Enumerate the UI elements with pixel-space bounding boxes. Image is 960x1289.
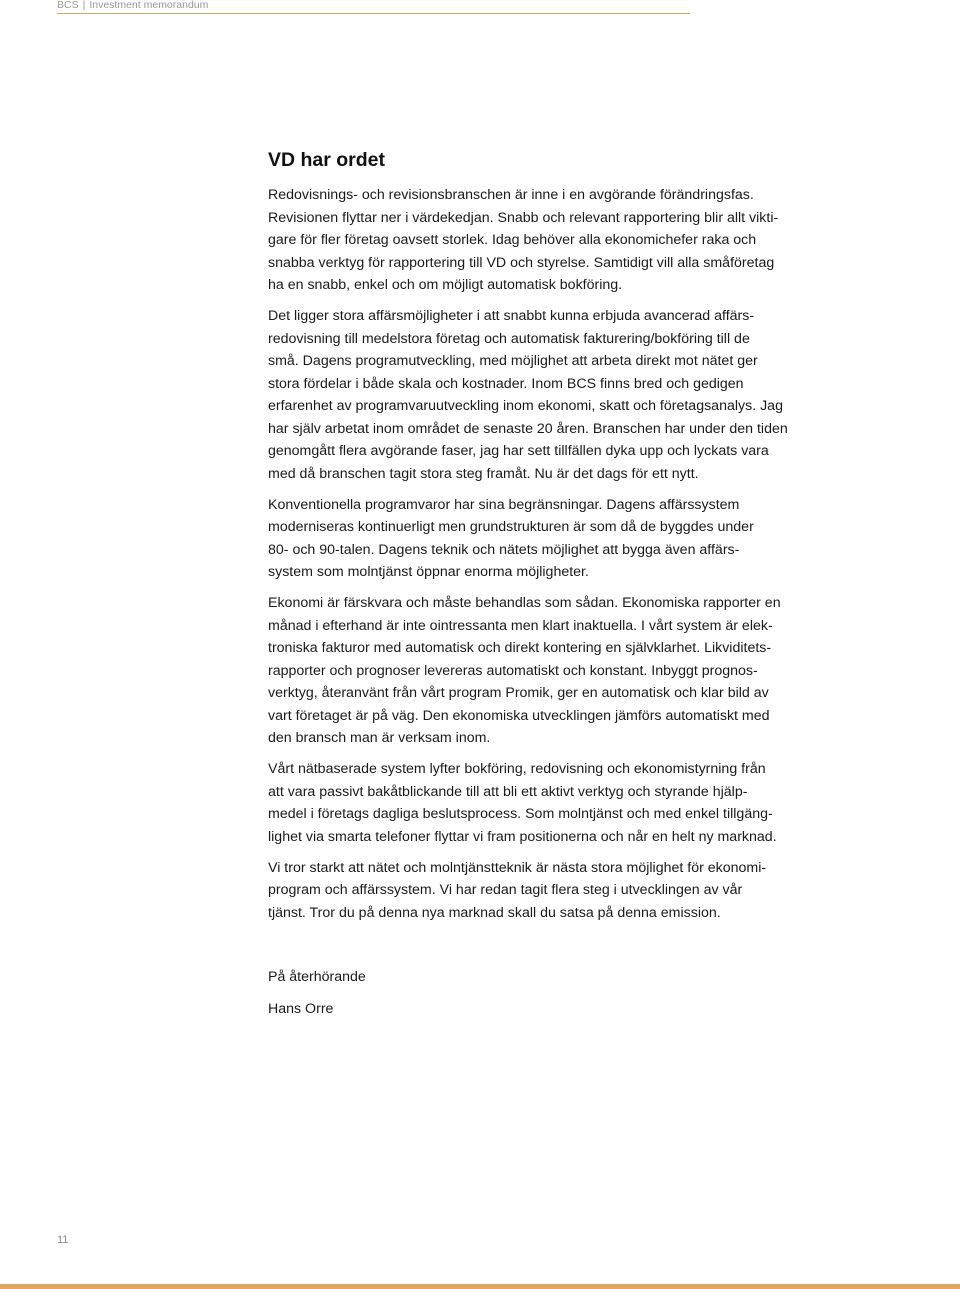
running-header <box>57 0 690 14</box>
closing-greeting: På återhörande <box>268 969 366 985</box>
footer-rule <box>0 1284 960 1289</box>
signature: Hans Orre <box>268 1000 334 1017</box>
header-document-title: Investment memorandum <box>89 0 209 11</box>
paragraph: Vi tror starkt att nätet och molntjänstteknik är nästa stora möjlighet för ekonomi- program och affärssystem. Vi har redan tagit flera steg i utvecklingen av vår tjänst. Tror du på denna nya marknad skall du satsa på denna emission. <box>268 859 767 921</box>
paragraph: Redovisnings- och revisionsbranschen är inne i en avgörande förändringsfas. Revisionen flyttar ner i värdekedjan. Snabb och relevant rapportering blir allt vikti- gare för fler företag oavsett storlek. Idag behöver alla ekonomichefer raka och snabba verktyg för rapportering till VD och styrelse. Samtidigt vill alla småföretag ha en snabb, enkel och om möjligt automatisk bokföring. <box>268 187 779 293</box>
paragraph: Det ligger stora affärsmöjligheter i att snabbt kunna erbjuda avancerad affärs- redovisning till medelstora företag och automatisk fakturering/bokföring till de små. Dagens programutveckling, med möjlighet att arbeta direkt mot nätet ger stora fördelar i både skala och kostnader. Inom BCS finns bred och gedigen erfarenhet av programvaruutveckling inom ekonomi, skatt och företagsanalys. Jag har själv arbetat inom området de senaste 20 åren. Branschen har under den tiden genomgått flera avgörande faser, jag har sett tillfällen dyka upp och lyckats vara med då branschen tagit stora steg framåt. Nu är det dags för ett nytt. <box>268 308 788 482</box>
header-separator: | <box>82 0 86 11</box>
paragraph: Vårt nätbaserade system lyfter bokföring, redovisning och ekonomistyrning från att vara passivt bakåtblickande till att bli ett aktivt verktyg och styrande hjälp- medel i företags dagliga beslutsprocess. Som molntjänst och med enkel tillgäng- lighet via smarta telefoner flyttar vi fram positionerna och når en helt ny marknad. <box>268 761 777 845</box>
paragraph: Konventionella programvaror har sina begränsningar. Dagens affärssystem moderniseras kontinuerligt men grundstrukturen är som då de byggdes under 80- och 90-talen. Dagens teknik och nätets möjlighet att bygga även affärs- system som molntjänst öppnar enorma möjligheter. <box>268 496 754 580</box>
page-title: VD har ordet <box>268 149 386 171</box>
header-company: BCS <box>57 0 79 11</box>
article <box>268 146 808 1029</box>
page-number: 11 <box>57 1234 69 1246</box>
paragraph: Ekonomi är färskvara och måste behandlas som sådan. Ekonomiska rapporter en månad i efterhand är inte ointressanta men klart inaktuella. I vårt system är elek- troniska fakturor med automatisk och direkt kontering en självklarhet. Likviditets- rapporter och prognoser levereras automatiskt och konstant. Inbyggt prognos- verktyg, återanvänt från vårt program Promik, ger en automatisk och klar bild av vart företaget är på väg. Den ekonomiska utvecklingen jämförs automatiskt med den bransch man är verksam inom. <box>268 595 781 746</box>
closing-block <box>268 966 808 1020</box>
